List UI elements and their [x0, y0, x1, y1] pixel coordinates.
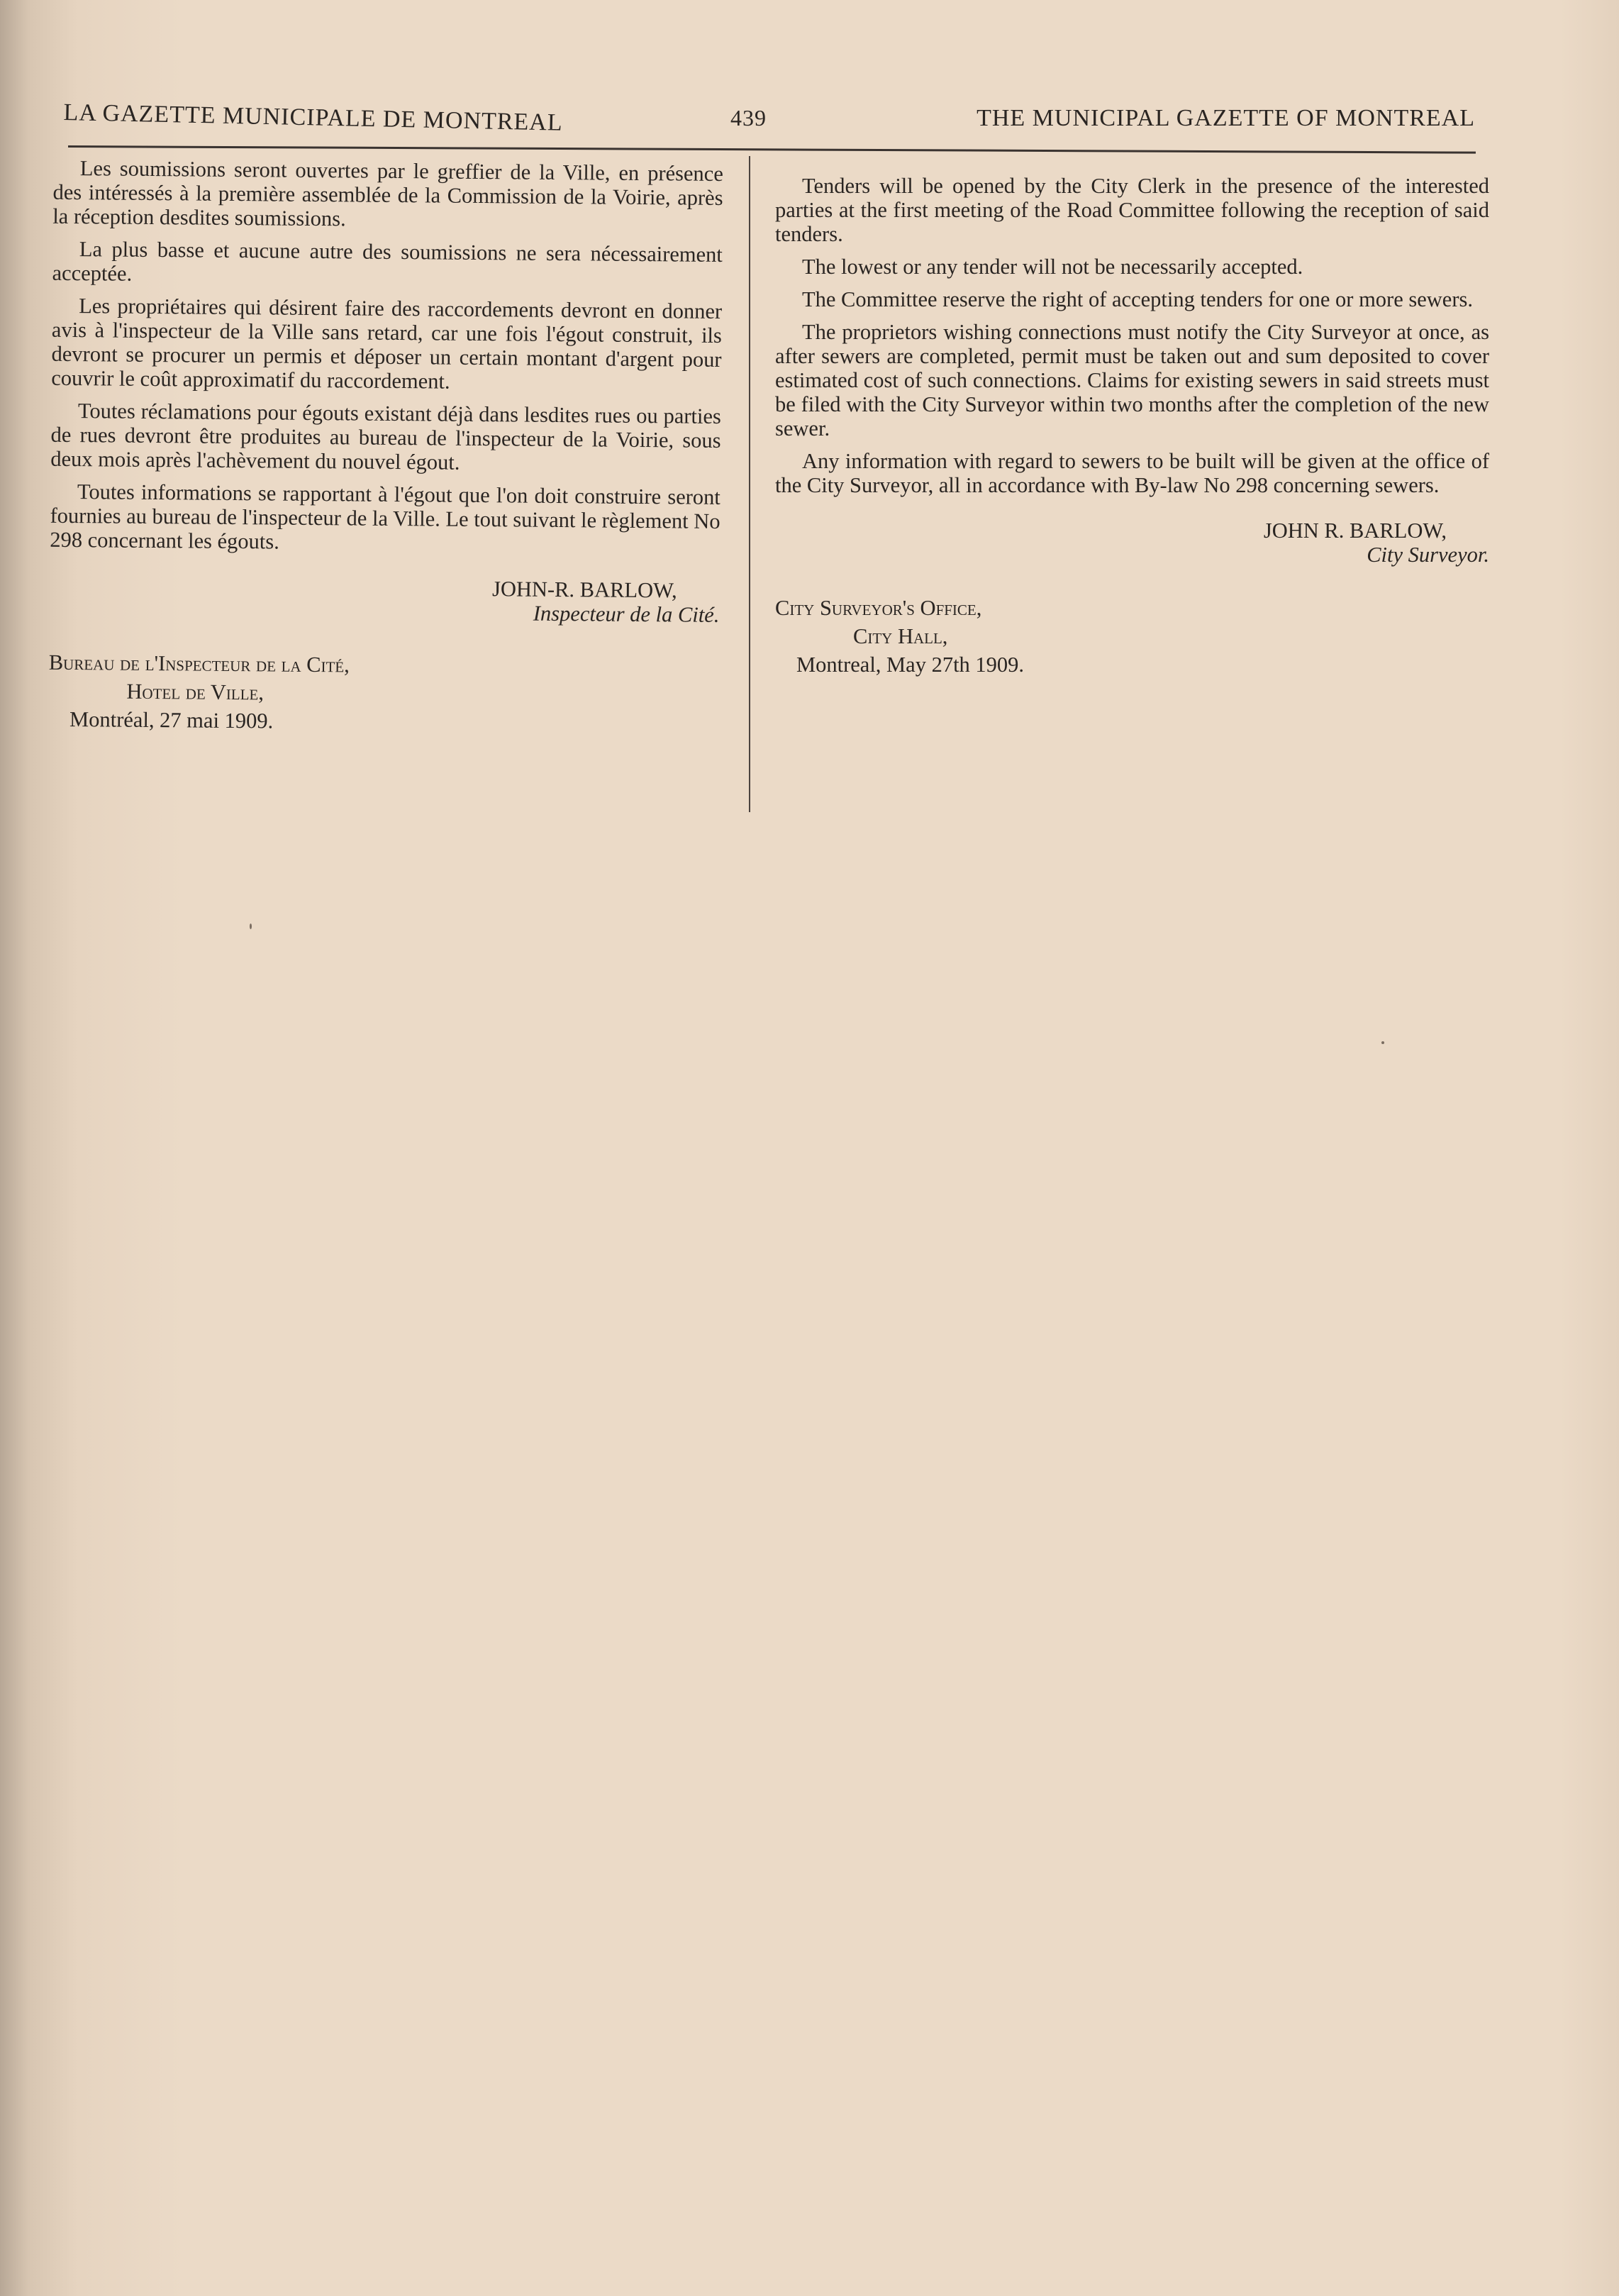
english-signature-title: City Surveyor.: [1367, 543, 1489, 567]
french-signature-name: JOHN-R. BARLOW,: [491, 577, 677, 603]
english-paragraph: The proprietors wishing connections must notify the City Surveyor at once, as after sewers are completed, permit must be taken out and sum deposited to cover estimated cost of such connections. Claims for existing sewers in said streets must be filed with the City Surveyor within two months after the completion of the new sewer.: [775, 320, 1489, 440]
english-column: [775, 174, 1489, 679]
english-paragraph: The lowest or any tender will not be necessarily accepted.: [802, 255, 1303, 279]
english-paragraph: Any information with regard to sewers to be built will be given at the office of the City Surveyor, all in accordance with By-law No 298 concerning sewers.: [775, 449, 1489, 497]
french-office-block: [48, 648, 719, 739]
french-signature: [49, 573, 720, 627]
french-paragraph: Toutes réclamations pour égouts existant déjà dans lesdites rues ou parties de rues devront être produites au bureau de l'inspecteur de la Voirie, sous deux mois après l'achèvement du nouvel égout.: [50, 399, 722, 475]
header-french-title: LA GAZETTE MUNICIPALE DE MONTREAL: [63, 99, 563, 136]
french-signature-title: Inspecteur de la Cité.: [533, 601, 720, 627]
column-divider: [749, 156, 750, 812]
page-number: 439: [730, 105, 767, 131]
english-office-block: [775, 594, 1489, 679]
french-paragraph: Toutes informations se rapportant à l'égout que l'on doit construire seront fournies au bureau de l'inspecteur de la Ville. Le tout suivant le règlement No 298 concernant les égouts.: [50, 479, 721, 554]
french-paragraph: Les propriétaires qui désirent faire des raccordements devront en donner avis à l'inspecteur de la Ville sans retard, car une fois l'égout construit, ils devront se procurer un permis et déposer un certain montant d'argent pour couvrir le coût approximatif du raccordement.: [51, 294, 723, 394]
english-paragraph: The Committee reserve the right of accepting tenders for one or more sewers.: [802, 287, 1473, 311]
english-office-date: Montreal, May 27th 1909.: [796, 653, 1025, 677]
french-office-date: Montréal, 27 mai 1909.: [69, 706, 274, 733]
french-office-line: Hotel de Ville,: [126, 679, 265, 705]
english-office-line: City Hall,: [853, 624, 948, 648]
french-paragraph: La plus basse et aucune autre des soumissions ne sera nécessairement acceptée.: [52, 237, 723, 286]
paper-speck: [250, 924, 252, 929]
french-paragraph: Les soumissions seront ouvertes par le greffier de la Ville, en présence des intéressés à la première assemblée de la Commission de la Voirie, après la réception desdites soumissions.: [52, 156, 723, 231]
english-signature: [775, 518, 1489, 567]
english-paragraph: Tenders will be opened by the City Clerk in the presence of the interested parties at the first meeting of the Road Committee following the reception of said tenders.: [775, 174, 1489, 246]
paper-speck: [1381, 1041, 1384, 1044]
page-header: [64, 99, 1475, 142]
english-signature-name: JOHN R. BARLOW,: [1263, 518, 1447, 543]
french-column: [48, 156, 723, 739]
header-english-title: THE MUNICIPAL GAZETTE OF MONTREAL: [977, 105, 1475, 131]
english-office-line: City Surveyor's Office,: [775, 596, 982, 620]
french-office-line: Bureau de l'Inspecteur de la Cité,: [48, 650, 350, 677]
